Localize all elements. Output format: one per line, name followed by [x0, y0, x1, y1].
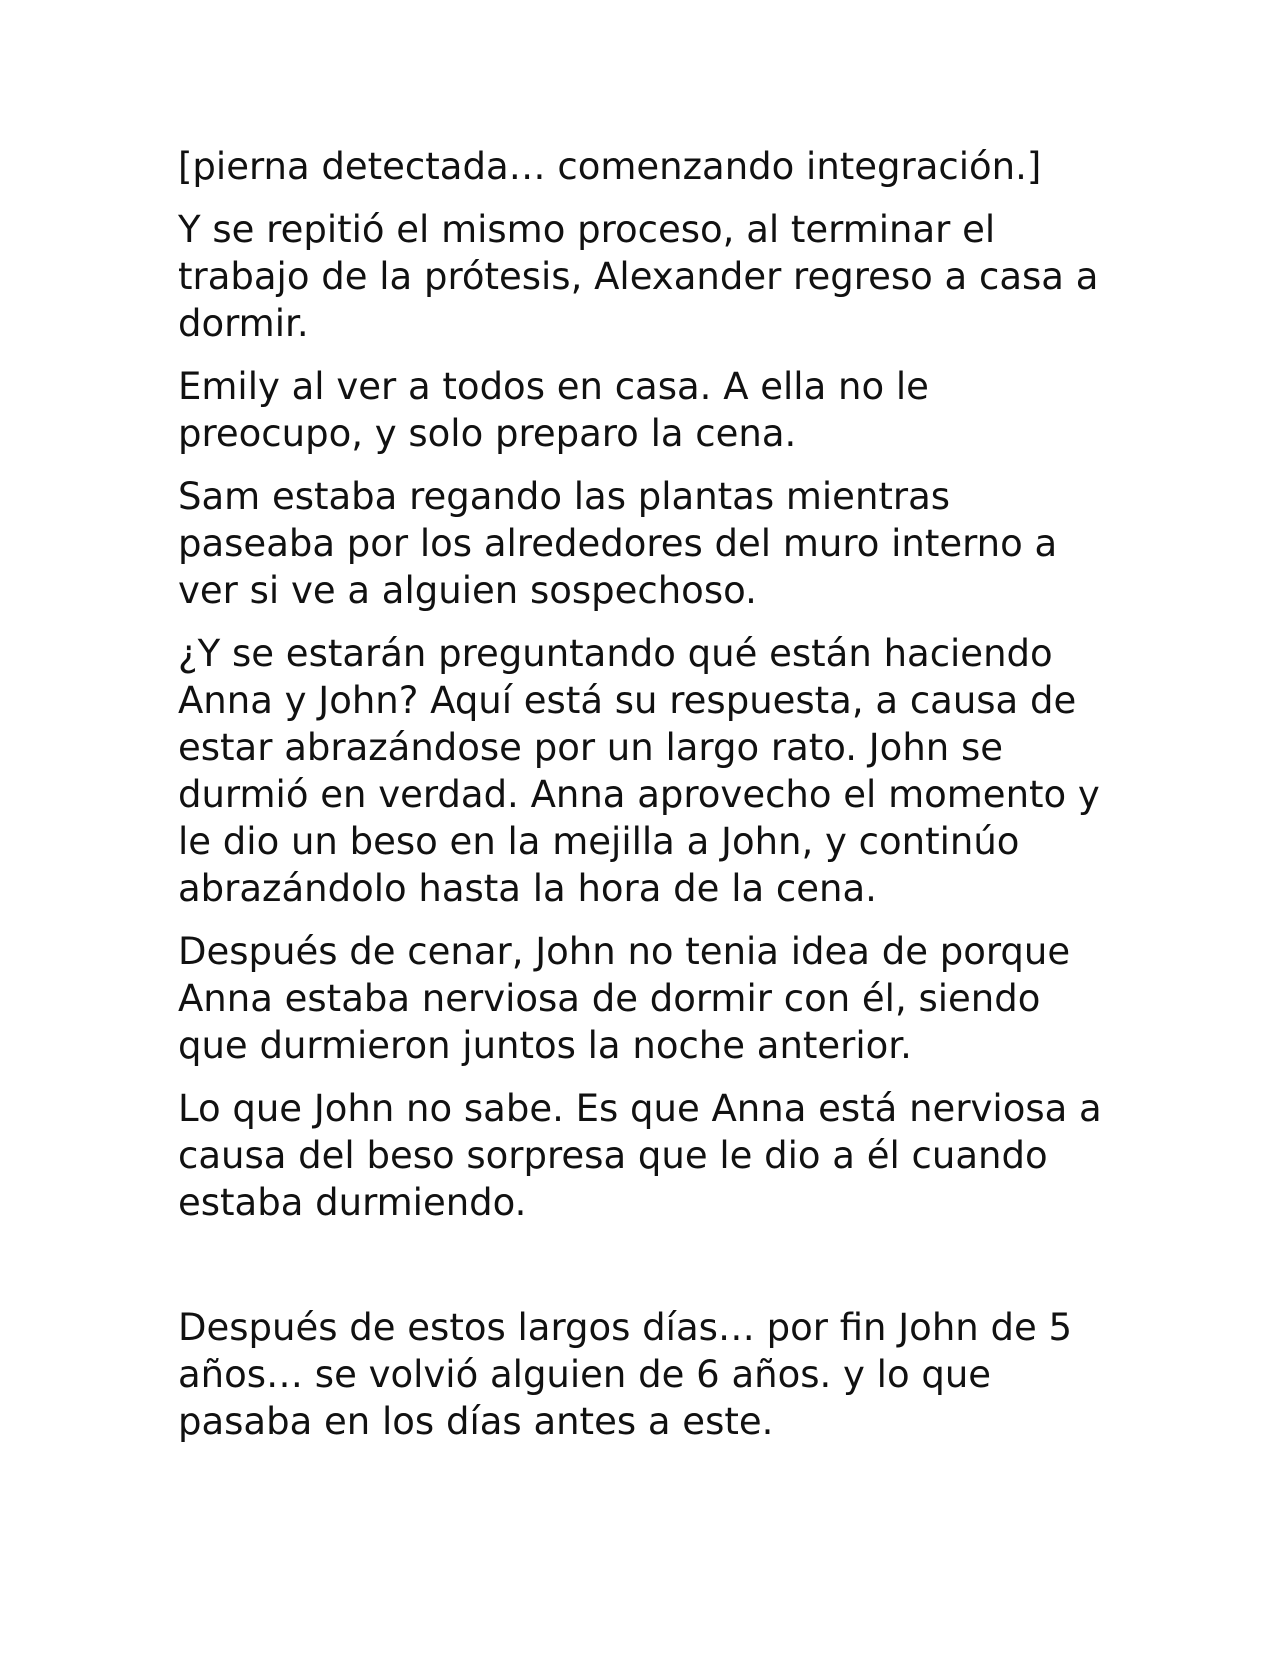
document-body	[178, 143, 1108, 1461]
paragraph-3: Emily al ver a todos en casa. A ella no le preocupo, y solo preparo la cena.	[178, 365, 929, 455]
paragraph-5: ¿Y se estarán preguntando qué están haciendo Anna y John? Aquí está su respuesta, a causa de estar abrazándose por un largo rato. John se durmió en verdad. Anna aprovecho el momento y le dio un beso en la mejilla a John, y continúo abrazándolo hasta la hora de la cena.	[178, 632, 1100, 910]
paragraph-6: Después de cenar, John no tenia idea de porque Anna estaba nerviosa de dormir con él, siendo que durmieron juntos la noche anterior.	[178, 930, 1071, 1067]
paragraph-4: Sam estaba regando las plantas mientras paseaba por los alrededores del muro interno a ver si ve a alguien sospechoso.	[178, 475, 1058, 612]
paragraph-7: Lo que John no sabe. Es que Anna está nerviosa a causa del beso sorpresa que le dio a él cuando estaba durmiendo.	[178, 1087, 1102, 1224]
paragraph-1: [pierna detectada… comenzando integración.]	[178, 145, 1042, 188]
paragraph-8: Después de estos largos días… por fin John de 5 años… se volvió alguien de 6 años. y lo que pasaba en los días antes a este.	[178, 1306, 1073, 1443]
paragraph-2: Y se repitió el mismo proceso, al terminar el trabajo de la prótesis, Alexander regreso a casa a dormir.	[178, 208, 1099, 345]
